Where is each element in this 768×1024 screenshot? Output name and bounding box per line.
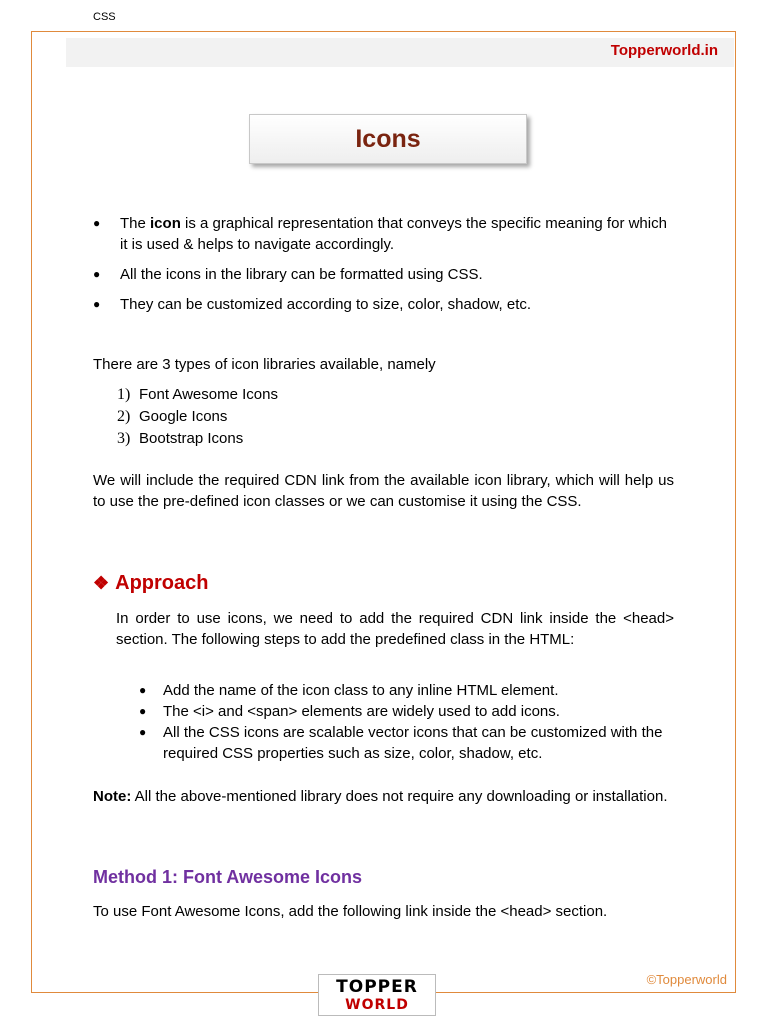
- library-label: Bootstrap Icons: [139, 430, 244, 447]
- bullet-dot-icon: ●: [93, 267, 101, 281]
- intro-bullet: [93, 213, 674, 255]
- list-number: 1): [117, 386, 131, 403]
- bullet-dot-icon: ●: [139, 683, 147, 697]
- bullet-dot-icon: ●: [93, 216, 101, 230]
- bullet-dot-icon: ●: [93, 297, 101, 311]
- footer-copyright: ©Topperworld: [646, 972, 727, 987]
- bullet-dot-icon: ●: [139, 704, 147, 718]
- bullet-text: All the icons in the library can be formatted using CSS.: [120, 266, 483, 283]
- note-label: Note:: [93, 788, 132, 805]
- bullet-text: is a graphical representation that conveys the specific meaning for which it is used & helps to navigate accordingly.: [120, 215, 667, 253]
- note-text: All the above-mentioned library does not require any downloading or installation.: [131, 788, 668, 805]
- approach-step: [139, 701, 674, 722]
- logo-line-world: WORLD: [345, 997, 409, 1013]
- approach-paragraph: In order to use icons, we need to add the required CDN link inside the <head> section. The following steps to add the predefined class in the HTML:: [116, 610, 674, 648]
- library-item: [93, 406, 674, 428]
- step-text: The <i> and <span> elements are widely used to add icons.: [163, 703, 560, 720]
- site-name: Topperworld.in: [610, 42, 718, 59]
- note-paragraph: [93, 786, 674, 807]
- library-item: [93, 428, 674, 450]
- approach-steps: [139, 680, 674, 764]
- bullet-bold-term: icon: [150, 215, 181, 232]
- intro-bullet: [93, 264, 674, 285]
- step-text: All the CSS icons are scalable vector icons that can be customized with the required CSS properties such as size, color, shadow, etc.: [163, 724, 663, 762]
- intro-bullet-list: [93, 213, 674, 324]
- diamond-bullet-icon: ❖: [93, 573, 110, 593]
- bullet-text: They can be customized according to size, color, shadow, etc.: [120, 296, 532, 313]
- approach-heading-text: Approach: [115, 572, 209, 594]
- topperworld-logo: [318, 974, 436, 1016]
- page-title: Icons: [249, 114, 527, 164]
- bullet-text: The: [120, 215, 151, 232]
- page-frame: [31, 31, 736, 993]
- bullet-dot-icon: ●: [139, 725, 147, 739]
- list-number: 2): [117, 408, 131, 425]
- library-label: Font Awesome Icons: [139, 386, 278, 403]
- cdn-paragraph: We will include the required CDN link from the available icon library, which will help us to use the pre-defined icon classes or we can customise it using the CSS.: [93, 472, 674, 510]
- document-label: CSS: [93, 11, 116, 23]
- library-item: [93, 384, 674, 406]
- libraries-intro: There are 3 types of icon libraries available, namely: [93, 356, 436, 373]
- method1-heading: Method 1: Font Awesome Icons: [93, 867, 363, 887]
- list-number: 3): [117, 430, 131, 447]
- approach-step: [139, 680, 674, 701]
- intro-bullet: [93, 294, 674, 315]
- approach-step: [139, 722, 674, 764]
- method1-text: To use Font Awesome Icons, add the following link inside the <head> section.: [93, 903, 608, 920]
- logo-line-topper: TOPPER: [336, 977, 418, 997]
- approach-heading: [93, 572, 208, 595]
- libraries-list: [93, 384, 674, 450]
- library-label: Google Icons: [139, 408, 228, 425]
- step-text: Add the name of the icon class to any inline HTML element.: [163, 682, 559, 699]
